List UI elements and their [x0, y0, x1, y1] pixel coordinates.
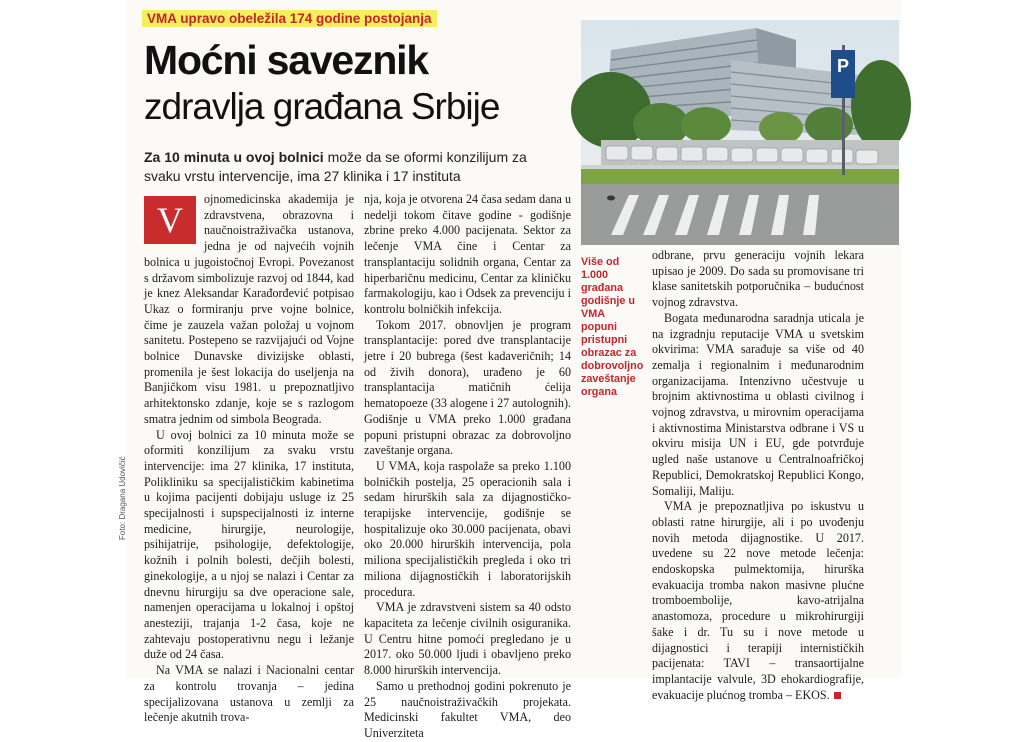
article-column-1 [144, 192, 354, 725]
headline: Moćni saveznik [144, 37, 428, 83]
photo-credit: Foto: Dragana Udovičić [118, 456, 127, 540]
paragraph: Tokom 2017. obnovljen je program transplantacije: pored dve transplantacije jetre i 20 bubrega (šest kadaveričnih; 14 od živih donora), urađeno je 60 transplantacija matičnih ćelija hematopoeze (33 alogene i 27 autolognih). Godišnje u VMA preko 1.000 građana popuni pristupni obrazac za dobrovoljno zaveštanje organa. [364, 317, 571, 458]
subheadline: zdravlja građana Srbije [144, 86, 500, 127]
pull-quote: Više od 1.000 građana godišnje u VMA popuni pristupni obrazac za dobrovoljno zaveštanje organa [581, 256, 644, 398]
kicker: VMA upravo obeležila 174 godine postojanja [142, 10, 437, 27]
paragraph: nja, koja je otvorena 24 časa sedam dana u nedelji tokom čitave godine - godišnje zbrine preko 4.000 pacijenata. Sektor za lečenje VMA čine i Centar za transplantaciju solidnih organa, Centar za hiperbaričnu medicinu, Centar za kliničku farmakologiju, kao i Odsek za prevenciju i kontrolu bolničkih infekcija. [364, 192, 571, 316]
end-mark-icon [834, 692, 841, 699]
paragraph: VMA je zdravstveni sistem sa 40 odsto kapaciteta za lečenje civilnih osiguranika. U Centru hitne pomoći pregledano je u 2017. oko 50.000 ljudi i obavljeno preko 8.000 hirurških intervencija. [364, 600, 571, 678]
paragraph: U VMA, koja raspolaže sa preko 1.100 bolničkih postelja, 25 operacionih sala i sedam hirurških sala za dijagnostičko-terapijske intervencije, godišnje se hospitalizuje oko 30.000 pacijenata, obavi oko 20.000 hirurških intervencija, pola miliona specijalističkih pregleda i oko tri miliona dijagnostičkih i laboratorijskih procedura. [364, 458, 571, 599]
article-column-2 [364, 192, 571, 740]
paragraph-text: VMA je prepoznatljiva po iskustvu u oblasti ratne hirurgije, ali i po uvođenju novih metoda dijagnostike. U 2017. uvedene su 22 nove metode lečenja: endoskopska pulmektomija, hirurška evakuacija tromba nakon masivne plućne tromboembolije, kavo-atrijalna anastomoza, procedure u mikrohirurgiji šake i dr. Tu su i nove metode u dijagnostici i terapiji internističkih pacijenata: TAVI – transaortijalne implantacije valvule, 3D ehokardiografije, evakuacije plućnog tromba – EKOS. [652, 499, 864, 702]
deck-bold: Za 10 minuta u ovoj bolnici [144, 149, 324, 165]
paragraph: Bogata međunarodna saradnja uticala je na izgradnju reputacije VMA u svetskim okvirima: VMA sarađuje sa više od 40 zemalja i regionalnim i međunarodnim organizacijama. Intenzivno učestvuje u brojnim aktivnostima u oblasti civilnog i vojnog zdravstva, u mirovnim operacijama i aktivnostima Ministarstva odbrane i VS u okviru misija UN i EU, gde potvrđuje ugled naše ustanove u Centralnoafričkoj Republici, Demokratskoj Republici Kongo, Somaliji, Maliju. [652, 310, 864, 498]
paragraph: Samo u prethodnoj godini pokrenuto je 25 naučnoistraživačkih projekata. Medicinski fakultet VMA, deo Univerziteta [364, 678, 571, 740]
paragraph: U ovoj bolnici za 10 minuta može se oformiti konzilijum za svaku vrstu intervencije: ima 27 klinika, 17 instituta, Polikliniku sa specijalističkim kabinetima u kojima pacijenti dobijaju usluge iz 25 specijalnosti i supspecijalnosti iz interne medicine, hirurgije, neurologije, psihijatrije, psihologije, defektologije, kožnih i polnih bolesti, dečjih bolesti, ginekologije, a u njoj se nalazi i Centar za dnevnu hirurgiju sa dve operacione sale, namenjen operacijama u lokalnoj i opštoj anesteziji, trajanja 1-2 časa, koje ne zahtevaju postoperativnu negu i ležanje duže od 24 časa. [144, 427, 354, 662]
hospital-photo [581, 20, 899, 245]
paragraph: Na VMA se nalazi i Nacionalni centar za kontrolu trovanja – jedina specijalizovana ustanova u zemlji za lečenje akutnih trova- [144, 663, 354, 725]
paragraph: ojnomedicinska akademija je zdravstvena, obrazovna i naučnoistraživačka ustanova, jedna je od najvećih vojnih bolnica u jugoistočnoj Evropi. Povezanost s državom simbolizuje razvoj od 1844, kad je knez Aleksandar Karađorđević potpisao Ukaz o formiranju prve vojne bolnice, čime je zauzela važan položaj u vojnom sanitetu. Postepeno se razvijajući od Vojne bolnice Dunavske divizijske oblasti, promenila je šest lokacija do useljenja na Banjičkom visu 1981. u prepoznatljivo arhitektonsko zdanje, koje se s razlogom smatra jednim od simbola Beograda. [144, 192, 354, 426]
parking-sign-letter: P [836, 56, 850, 76]
paragraph: odbrane, prvu generaciju vojnih lekara upisao je 2009. Do sada su promovisane tri klase sanitetskih potporučnika – budućnost vojnog zdravstva. [652, 248, 864, 310]
paragraph [652, 499, 864, 703]
deck-rest: može da se oformi konzilijum za svaku vrstu intervencije, ima 27 klinika i 17 instituta [144, 149, 527, 184]
article-column-3 [652, 248, 864, 702]
deck [144, 148, 564, 186]
drop-cap: V [144, 196, 196, 244]
